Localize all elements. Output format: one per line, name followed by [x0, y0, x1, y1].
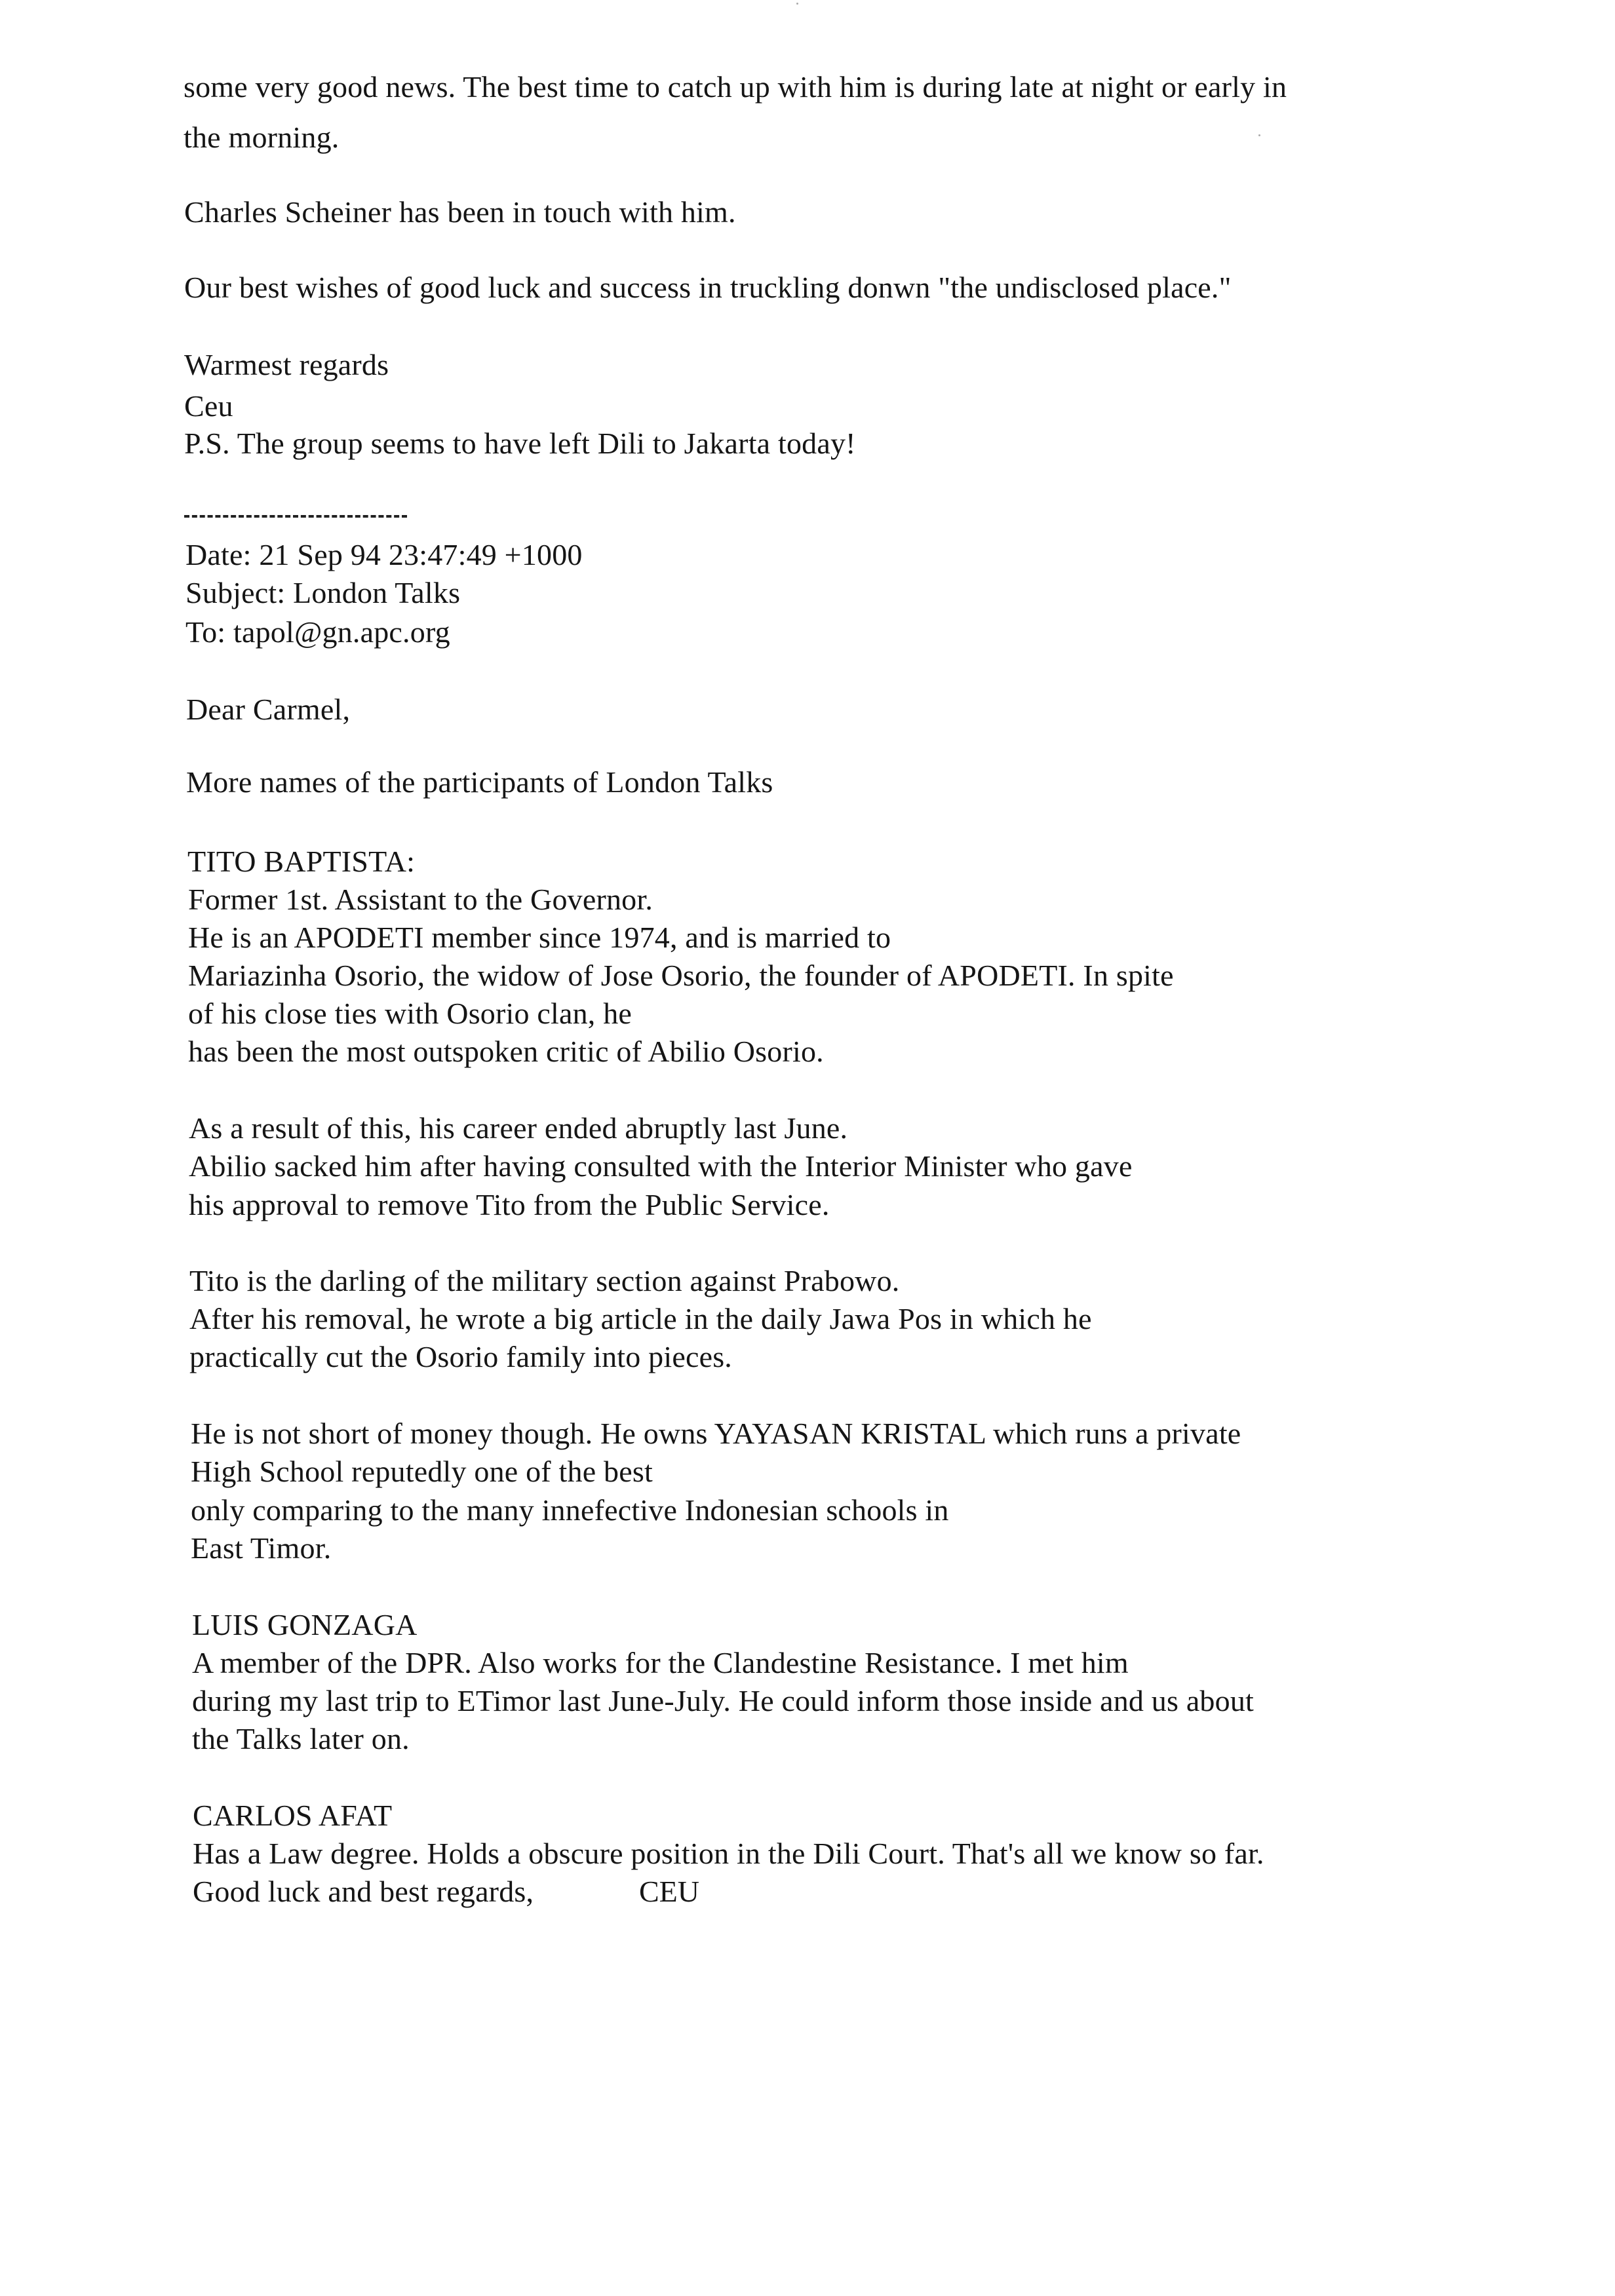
signoff-text: Good luck and best regards, [193, 1875, 534, 1908]
participant-line: Tito is the darling of the military section against Prabowo. [189, 1264, 900, 1297]
participant-line: only comparing to the many innefective Indonesian schools in [191, 1493, 949, 1527]
scan-speck [796, 3, 798, 5]
participant-name: TITO BAPTISTA: [187, 845, 416, 878]
participant-line: has been the most outspoken critic of Abilio Osorio. [188, 1035, 824, 1068]
participant-line: He is an APODETI member since 1974, and is married to [188, 921, 891, 954]
postscript-line: P.S. The group seems to have left Dili to Jakarta today! [184, 427, 856, 460]
participant-line: Abilio sacked him after having consulted with the Interior Minister who gave [189, 1149, 1133, 1183]
participant-line: Has a Law degree. Holds a obscure position in the Dili Court. That's all we know so far. [193, 1837, 1264, 1870]
participant-line: his approval to remove Tito from the Public Service. [189, 1188, 830, 1221]
participant-name: LUIS GONZAGA [192, 1608, 418, 1641]
participant-line: East Timor. [191, 1531, 332, 1565]
participant-line: Mariazinha Osorio, the widow of Jose Osorio, the founder of APODETI. In spite [188, 959, 1174, 992]
participants-intro: More names of the participants of London Talks [186, 765, 773, 799]
separator-rule [184, 515, 407, 518]
scan-speck [1258, 134, 1260, 136]
participant-line: He is not short of money though. He owns YAYASAN KRISTAL which runs a private [191, 1417, 1241, 1450]
signature: CEU [639, 1875, 699, 1908]
sender-name: Ceu [184, 389, 233, 423]
intro-line-1: some very good news. The best time to catch up with him is during late at night or early in [184, 70, 1287, 104]
intro-line-2: the morning. [184, 121, 340, 154]
participant-name: CARLOS AFAT [193, 1799, 393, 1832]
salutation: Dear Carmel, [186, 693, 351, 726]
participant-line: the Talks later on. [192, 1722, 410, 1755]
participant-line: After his removal, he wrote a big article in the daily Jawa Pos in which he [189, 1302, 1092, 1335]
participant-line: As a result of this, his career ended abruptly last June. [189, 1111, 848, 1145]
participant-line: Former 1st. Assistant to the Governor. [188, 883, 653, 916]
participant-line: practically cut the Osorio family into pieces. [189, 1340, 732, 1373]
participant-line: High School reputedly one of the best [191, 1455, 653, 1488]
participant-line: during my last trip to ETimor last June-July. He could inform those inside and us about [192, 1684, 1255, 1717]
participant-line: A member of the DPR. Also works for the Clandestine Resistance. I met him [192, 1646, 1129, 1679]
closing-line: Warmest regards [184, 348, 389, 381]
email-date: Date: 21 Sep 94 23:47:49 +1000 [185, 538, 583, 571]
wishes-line: Our best wishes of good luck and success in truckling donwn "the undisclosed place." [184, 271, 1232, 304]
participant-line: of his close ties with Osorio clan, he [188, 997, 632, 1030]
contact-line: Charles Scheiner has been in touch with him. [184, 195, 736, 229]
email-to: To: tapol@gn.apc.org [185, 615, 450, 649]
email-subject: Subject: London Talks [185, 576, 461, 609]
